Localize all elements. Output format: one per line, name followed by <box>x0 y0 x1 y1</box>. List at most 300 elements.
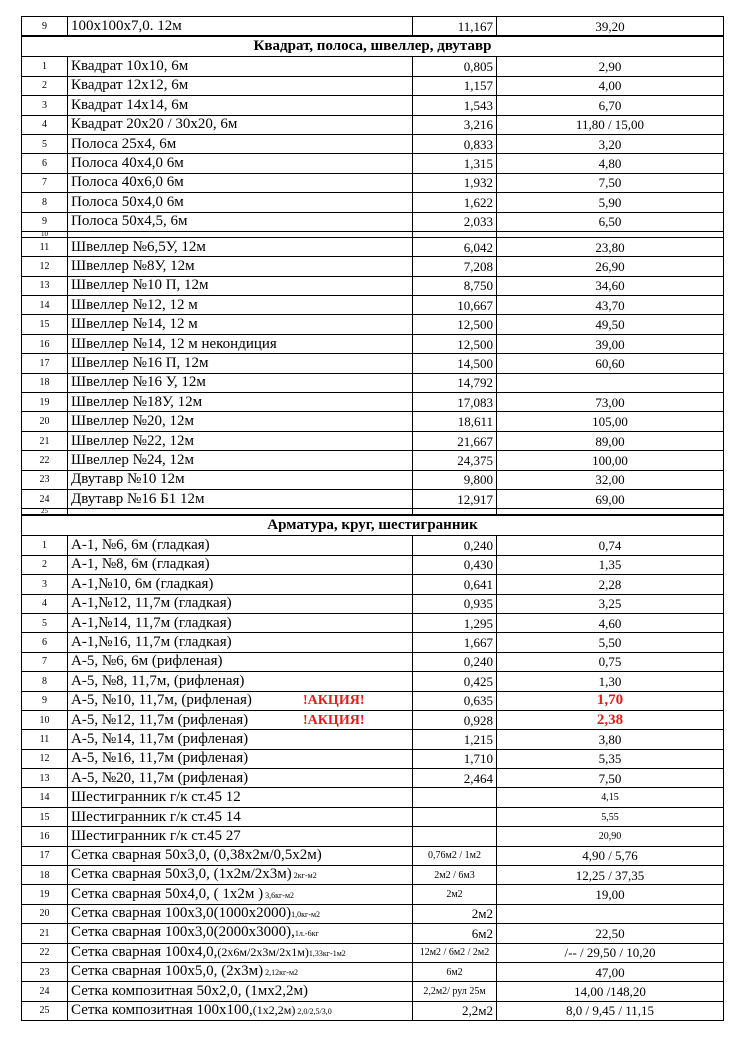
section-title: Арматура, круг, шестигранник <box>22 515 724 536</box>
table-row <box>22 769 724 788</box>
item-price: 4,00 <box>497 76 724 95</box>
item-name-wrap <box>71 905 409 923</box>
item-weight: 0,635 <box>413 691 497 710</box>
item-name: Швеллер №8У, 12м <box>71 257 195 274</box>
item-weight: 1,215 <box>413 730 497 749</box>
item-price: 1,30 <box>497 672 724 691</box>
item-name: А-1,№16, 11,7м (гладкая) <box>71 634 232 651</box>
item-weight: 6м2 <box>413 924 497 943</box>
item-name-wrap <box>71 924 409 942</box>
table-row <box>22 412 724 431</box>
item-name: Швеллер №16 У, 12м <box>71 374 206 391</box>
item-name-wrap <box>71 394 409 411</box>
item-name-cell <box>68 257 413 276</box>
item-price: 0,74 <box>497 536 724 555</box>
item-name-wrap <box>71 828 409 845</box>
item-weight: 2,464 <box>413 769 497 788</box>
item-name: Сетка сварная 50х3,0, (1х2м/2х3м) <box>71 866 292 883</box>
item-name: А-5, №16, 11,7м (рифленая) <box>71 750 249 767</box>
item-name-cell <box>68 788 413 807</box>
row-number: 5 <box>22 134 68 153</box>
row-number: 13 <box>22 276 68 295</box>
item-weight: 0,76м2 / 1м2 <box>413 846 497 865</box>
item-price: 34,60 <box>497 276 724 295</box>
item-price: 6,50 <box>497 212 724 231</box>
row-number: 22 <box>22 943 68 962</box>
section-header-row <box>22 36 724 57</box>
table-row <box>22 257 724 276</box>
item-name-wrap <box>71 336 409 353</box>
item-name-wrap <box>71 556 409 573</box>
item-spec-note: 1л.-6кг <box>294 929 319 939</box>
item-weight: 2,2м2 <box>413 1001 497 1020</box>
item-name-cell <box>68 96 413 115</box>
promo-price: 1,70 <box>497 691 724 710</box>
promo-badge: !АКЦИЯ! <box>303 712 365 728</box>
item-name-cell <box>68 710 413 729</box>
item-name: Полоса 25х4, 6м <box>71 135 177 152</box>
item-name-cell <box>68 575 413 594</box>
table-row <box>22 594 724 613</box>
item-name-cell <box>68 489 413 508</box>
item-name-cell <box>68 846 413 865</box>
item-name-cell <box>68 962 413 981</box>
item-name-wrap <box>71 277 409 294</box>
row-number: 14 <box>22 788 68 807</box>
item-weight: 9,800 <box>413 470 497 489</box>
item-weight: 1,622 <box>413 193 497 212</box>
item-weight: 18,611 <box>413 412 497 431</box>
section-header-row <box>22 515 724 536</box>
item-name-cell <box>68 807 413 826</box>
item-name-wrap <box>71 944 409 962</box>
item-name: А-5, №14, 11,7м (рифленая) <box>71 730 249 747</box>
item-name: Сетка сварная 100х4,0, <box>71 943 218 960</box>
table-row <box>22 788 724 807</box>
row-number: 3 <box>22 96 68 115</box>
row-number: 9 <box>22 691 68 710</box>
item-weight: 0,240 <box>413 536 497 555</box>
item-weight: 2,033 <box>413 212 497 231</box>
row-number: 21 <box>22 924 68 943</box>
item-name-wrap <box>71 770 409 787</box>
item-price: 0,75 <box>497 652 724 671</box>
item-weight: 0,833 <box>413 134 497 153</box>
table-row <box>22 193 724 212</box>
item-spec-note: 1,33кг-1м2 <box>308 948 346 958</box>
item-name-detail: (1х2,2м) <box>252 1002 296 1017</box>
item-spec-note: 2,12кг-м2 <box>263 968 299 978</box>
table-row <box>22 296 724 315</box>
price-table-body <box>22 17 724 1021</box>
row-number: 14 <box>22 296 68 315</box>
item-weight: 1,315 <box>413 154 497 173</box>
table-row <box>22 924 724 943</box>
row-number: 23 <box>22 962 68 981</box>
item-price: 49,50 <box>497 315 724 334</box>
item-name-wrap <box>71 712 409 729</box>
item-name-cell <box>68 334 413 353</box>
item-price: 5,35 <box>497 749 724 768</box>
table-row <box>22 237 724 256</box>
table-row <box>22 575 724 594</box>
item-weight: 0,430 <box>413 555 497 574</box>
row-number: 24 <box>22 982 68 1001</box>
promo-price: 2,38 <box>497 710 724 729</box>
item-weight: 2м2 <box>413 904 497 923</box>
row-number: 4 <box>22 115 68 134</box>
row-number: 2 <box>22 76 68 95</box>
item-name: Сетка сварная 50х4,0, ( 1х2м ) <box>71 885 264 902</box>
item-name-wrap <box>71 258 409 275</box>
item-price: 8,0 / 9,45 / 11,15 <box>497 1001 724 1020</box>
row-number: 18 <box>22 866 68 885</box>
item-name-cell <box>68 633 413 652</box>
table-row <box>22 173 724 192</box>
item-spec-note: 1,0кг-м2 <box>291 909 321 919</box>
table-row <box>22 962 724 981</box>
row-number: 20 <box>22 412 68 431</box>
item-price: 39,00 <box>497 334 724 353</box>
item-price: 4,80 <box>497 154 724 173</box>
item-price: 100,00 <box>497 451 724 470</box>
item-weight <box>413 827 497 846</box>
item-weight: 0,240 <box>413 652 497 671</box>
item-name: А-1, №8, 6м (гладкая) <box>71 556 210 573</box>
item-name-wrap <box>71 77 409 94</box>
item-name: Квадрат 12х12, 6м <box>71 77 189 94</box>
item-name: Швеллер №22, 12м <box>71 432 194 449</box>
row-number: 1 <box>22 57 68 76</box>
item-name: Швеллер №6,5У, 12м <box>71 238 206 255</box>
item-name-cell <box>68 769 413 788</box>
row-number: 23 <box>22 470 68 489</box>
item-weight: 1,157 <box>413 76 497 95</box>
row-number: 9 <box>22 17 68 37</box>
item-price: /-- / 29,50 / 10,20 <box>497 943 724 962</box>
item-name-cell <box>68 555 413 574</box>
item-name: Полоса 50х4,0 6м <box>71 193 184 210</box>
item-name-wrap <box>71 194 409 211</box>
row-number: 21 <box>22 431 68 450</box>
item-weight: 6м2 <box>413 962 497 981</box>
item-weight: 14,500 <box>413 354 497 373</box>
item-weight: 10,667 <box>413 296 497 315</box>
item-price: 47,00 <box>497 962 724 981</box>
table-row <box>22 943 724 962</box>
item-price: 6,70 <box>497 96 724 115</box>
table-row <box>22 431 724 450</box>
row-number: 24 <box>22 489 68 508</box>
item-price: 5,90 <box>497 193 724 212</box>
item-name-cell <box>68 652 413 671</box>
row-number: 25 <box>22 509 68 516</box>
row-number: 5 <box>22 613 68 632</box>
item-name-cell <box>68 154 413 173</box>
row-number: 11 <box>22 730 68 749</box>
price-table <box>21 16 724 1021</box>
item-weight: 7,208 <box>413 257 497 276</box>
item-name: Полоса 40х6,0 6м <box>71 174 184 191</box>
table-row <box>22 451 724 470</box>
table-row <box>22 212 724 231</box>
item-name-cell <box>68 431 413 450</box>
table-row <box>22 827 724 846</box>
item-name-wrap <box>71 471 409 488</box>
table-row <box>22 555 724 574</box>
item-weight: 14,792 <box>413 373 497 392</box>
table-row <box>22 276 724 295</box>
item-price: 1,35 <box>497 555 724 574</box>
table-row <box>22 691 724 710</box>
item-name-wrap <box>71 866 409 884</box>
item-price: 4,90 / 5,76 <box>497 846 724 865</box>
item-price: 19,00 <box>497 885 724 904</box>
row-number: 12 <box>22 749 68 768</box>
item-name-wrap <box>71 116 409 133</box>
item-name: Швеллер №12, 12 м <box>71 296 198 313</box>
item-price <box>497 373 724 392</box>
item-name-wrap <box>71 692 409 709</box>
item-name: А-5, №20, 11,7м (рифленая) <box>71 769 249 786</box>
row-number: 19 <box>22 393 68 412</box>
item-name-cell <box>68 193 413 212</box>
table-row <box>22 885 724 904</box>
row-number: 15 <box>22 315 68 334</box>
row-number: 10 <box>22 710 68 729</box>
item-weight: 17,083 <box>413 393 497 412</box>
row-number: 18 <box>22 373 68 392</box>
row-number: 8 <box>22 193 68 212</box>
item-price: 69,00 <box>497 489 724 508</box>
item-weight: 1,543 <box>413 96 497 115</box>
item-name: Двутавр №16 Б1 12м <box>71 490 205 507</box>
table-row <box>22 807 724 826</box>
item-name: Швеллер №16 П, 12м <box>71 354 209 371</box>
table-row <box>22 315 724 334</box>
table-row <box>22 76 724 95</box>
item-price: 23,80 <box>497 237 724 256</box>
item-name-wrap <box>71 316 409 333</box>
item-price: 7,50 <box>497 769 724 788</box>
item-weight: 24,375 <box>413 451 497 470</box>
item-name-cell <box>68 536 413 555</box>
table-row <box>22 1001 724 1020</box>
item-name-cell <box>68 943 413 962</box>
item-name-cell <box>68 76 413 95</box>
item-name-wrap <box>71 731 409 748</box>
row-number: 17 <box>22 354 68 373</box>
item-name: А-1,№10, 6м (гладкая) <box>71 575 214 592</box>
item-name: Полоса 40х4,0 6м <box>71 155 184 172</box>
table-row <box>22 652 724 671</box>
item-weight: 0,425 <box>413 672 497 691</box>
item-name-wrap <box>71 97 409 114</box>
item-name-cell <box>68 885 413 904</box>
table-row <box>22 730 724 749</box>
table-row <box>22 115 724 134</box>
item-name-wrap <box>71 809 409 826</box>
item-name-wrap <box>71 155 409 172</box>
item-price: 20,90 <box>497 827 724 846</box>
row-number: 2 <box>22 555 68 574</box>
item-name-cell <box>68 212 413 231</box>
item-weight: 2м2 <box>413 885 497 904</box>
item-weight: 0,805 <box>413 57 497 76</box>
item-name-wrap <box>71 963 409 981</box>
item-name: Швеллер №14, 12 м <box>71 316 198 333</box>
row-number: 3 <box>22 575 68 594</box>
item-price: 11,80 / 15,00 <box>497 115 724 134</box>
item-name-wrap <box>71 136 409 153</box>
item-weight: 0,935 <box>413 594 497 613</box>
item-weight: 8,750 <box>413 276 497 295</box>
item-name-cell <box>68 594 413 613</box>
item-name-cell <box>68 57 413 76</box>
item-name-cell <box>68 315 413 334</box>
item-price <box>497 904 724 923</box>
row-number: 6 <box>22 633 68 652</box>
item-name: Сетка сварная 100х3,0(1000х2000) <box>71 904 292 921</box>
item-name-cell <box>68 451 413 470</box>
table-row <box>22 633 724 652</box>
item-name-wrap <box>71 673 409 690</box>
item-name: Шестигранник г/к ст.45 12 <box>71 789 241 806</box>
item-weight: 12,917 <box>413 489 497 508</box>
item-name: Швеллер №14, 12 м некондиция <box>71 335 277 352</box>
row-number: 10 <box>22 231 68 237</box>
item-name-cell <box>68 1001 413 1020</box>
item-name-cell <box>68 691 413 710</box>
item-price: 12,25 / 37,35 <box>497 866 724 885</box>
item-spec-note: 2,0/2,5/3,0 <box>295 1006 332 1016</box>
item-name-wrap <box>71 847 409 864</box>
section-title: Квадрат, полоса, швеллер, двутавр <box>22 36 724 57</box>
item-name: Полоса 50х4,5, 6м <box>71 213 188 230</box>
item-name-wrap <box>71 750 409 767</box>
item-name-cell <box>68 749 413 768</box>
item-name-cell <box>68 173 413 192</box>
row-number: 16 <box>22 334 68 353</box>
item-price: 32,00 <box>497 470 724 489</box>
item-price: 3,20 <box>497 134 724 153</box>
item-price: 7,50 <box>497 173 724 192</box>
item-name-cell <box>68 393 413 412</box>
table-row <box>22 749 724 768</box>
table-row <box>22 393 724 412</box>
item-name: А-5, №6, 6м (рифленая) <box>71 653 223 670</box>
item-price: 26,90 <box>497 257 724 276</box>
item-spec-note: 3,6кг-м2 <box>263 890 295 900</box>
row-number: 13 <box>22 769 68 788</box>
item-weight <box>413 788 497 807</box>
row-number: 19 <box>22 885 68 904</box>
item-price: 3,80 <box>497 730 724 749</box>
table-row <box>22 373 724 392</box>
row-number: 22 <box>22 451 68 470</box>
item-weight: 3,216 <box>413 115 497 134</box>
item-name: А-1, №6, 6м (гладкая) <box>71 537 210 554</box>
item-weight: 0,928 <box>413 710 497 729</box>
item-weight: 1,710 <box>413 749 497 768</box>
table-row <box>22 334 724 353</box>
item-price: 105,00 <box>497 412 724 431</box>
item-name-wrap <box>71 576 409 593</box>
item-name: Швеллер №20, 12м <box>71 413 194 430</box>
item-name-cell <box>68 904 413 923</box>
item-name-wrap <box>71 297 409 314</box>
item-name-wrap <box>71 452 409 469</box>
item-price: 3,25 <box>497 594 724 613</box>
item-price: 4,60 <box>497 613 724 632</box>
table-row <box>22 866 724 885</box>
item-name-cell <box>68 982 413 1001</box>
row-number: 4 <box>22 594 68 613</box>
item-name-wrap <box>71 886 409 904</box>
item-weight: 6,042 <box>413 237 497 256</box>
table-row <box>22 710 724 729</box>
table-row <box>22 17 724 37</box>
item-weight: 1,932 <box>413 173 497 192</box>
row-number: 7 <box>22 173 68 192</box>
item-weight: 12,500 <box>413 315 497 334</box>
item-name-cell <box>68 730 413 749</box>
item-name: Квадрат 20х20 / 30х20, 6м <box>71 116 238 133</box>
table-row <box>22 354 724 373</box>
item-name: Шестигранник г/к ст.45 27 <box>71 827 241 844</box>
item-name: Сетка сварная 100х5,0, (2х3м) <box>71 963 264 980</box>
item-weight: 11,167 <box>413 17 497 37</box>
item-weight <box>413 807 497 826</box>
item-name-wrap <box>71 537 409 554</box>
item-name-cell <box>68 924 413 943</box>
item-name: 100х100х7,0. 12м <box>68 17 413 37</box>
item-name: А-5, №10, 11,7м, (рифленая) <box>71 692 252 709</box>
item-name-wrap <box>71 491 409 508</box>
item-weight: 12,500 <box>413 334 497 353</box>
item-name: Сетка сварная 50х3,0, (0,38х2м/0,5х2м) <box>71 847 322 864</box>
row-number: 25 <box>22 1001 68 1020</box>
row-number: 16 <box>22 827 68 846</box>
item-name-cell <box>68 276 413 295</box>
item-name-wrap <box>71 615 409 632</box>
item-price: 89,00 <box>497 431 724 450</box>
item-name-wrap <box>71 1002 409 1020</box>
item-name-wrap <box>71 789 409 806</box>
item-price: 22,50 <box>497 924 724 943</box>
row-number: 8 <box>22 672 68 691</box>
item-name-wrap <box>71 374 409 391</box>
item-price: 4,15 <box>497 788 724 807</box>
item-name-cell <box>68 672 413 691</box>
item-name-cell <box>68 470 413 489</box>
item-name: Швеллер №18У, 12м <box>71 393 203 410</box>
item-weight: 2м2 / 6м3 <box>413 866 497 885</box>
table-row <box>22 536 724 555</box>
item-price: 39,20 <box>497 17 724 37</box>
table-row <box>22 134 724 153</box>
table-row <box>22 489 724 508</box>
row-number: 12 <box>22 257 68 276</box>
item-name: Сетка сварная 100х3,0(2000х3000), <box>71 924 295 941</box>
item-price: 73,00 <box>497 393 724 412</box>
item-name: Квадрат 10х10, 6м <box>71 58 189 75</box>
item-name: А-1,№12, 11,7м (гладкая) <box>71 595 232 612</box>
item-name: Квадрат 14х14, 6м <box>71 96 189 113</box>
price-sheet <box>21 16 723 1021</box>
table-row <box>22 96 724 115</box>
item-name-wrap <box>71 174 409 191</box>
